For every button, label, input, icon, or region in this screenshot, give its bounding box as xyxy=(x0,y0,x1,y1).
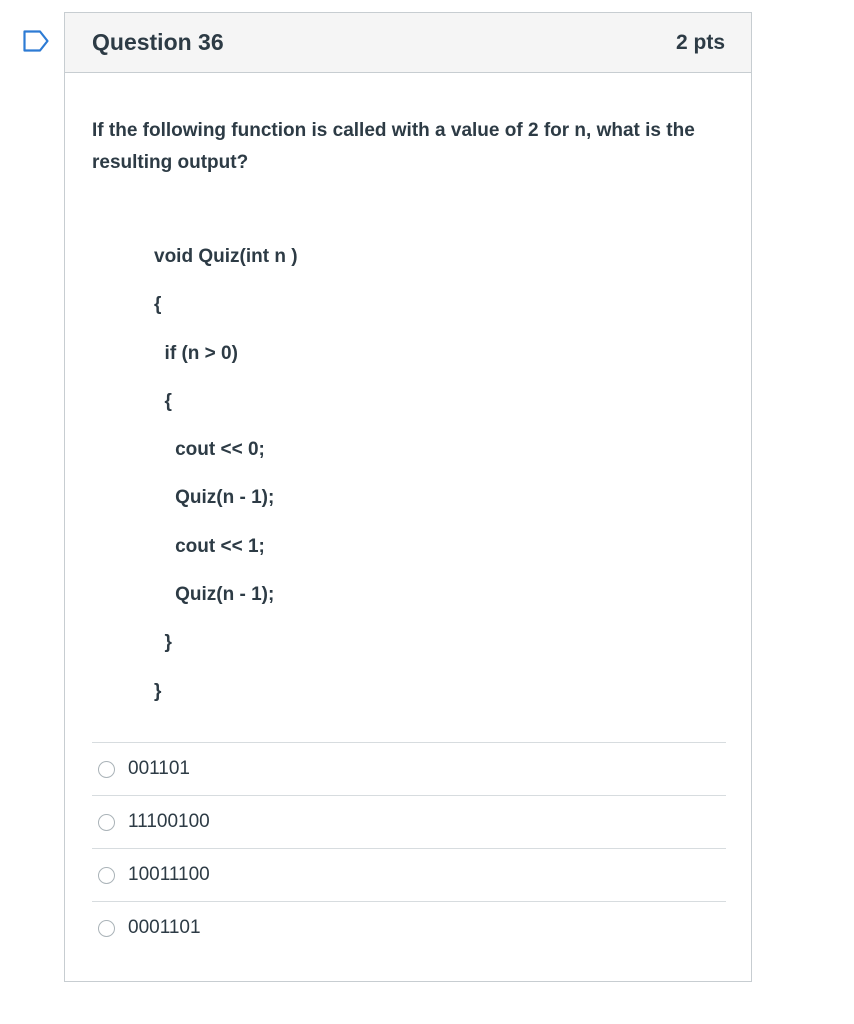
question-card xyxy=(64,12,752,982)
answer-list xyxy=(92,742,726,954)
radio-button[interactable] xyxy=(98,867,115,884)
answer-option[interactable] xyxy=(92,795,726,848)
question-title: Question 36 xyxy=(92,29,224,55)
question-text: If the following function is called with a value of 2 for n, what is the resulting output? xyxy=(92,120,695,173)
answer-option[interactable] xyxy=(92,901,726,954)
code-line: { xyxy=(154,294,162,316)
radio-button[interactable] xyxy=(98,814,115,831)
code-line: void Quiz(int n ) xyxy=(154,246,298,267)
question-header xyxy=(65,13,751,73)
answer-option[interactable] xyxy=(92,848,726,901)
answer-option[interactable] xyxy=(92,742,726,795)
question-points: 2 pts xyxy=(675,30,725,54)
code-line: Quiz(n - 1); xyxy=(154,487,275,509)
code-block xyxy=(154,241,298,724)
code-line: } xyxy=(154,632,172,654)
answer-label[interactable]: 10011100 xyxy=(128,864,210,885)
code-line: cout << 1; xyxy=(154,535,265,557)
radio-button[interactable] xyxy=(98,920,115,937)
code-line: Quiz(n - 1); xyxy=(154,584,275,606)
answer-label[interactable]: 001101 xyxy=(128,758,190,779)
answer-label[interactable]: 11100100 xyxy=(128,811,210,832)
answer-label[interactable]: 0001101 xyxy=(128,917,201,938)
code-line: cout << 0; xyxy=(154,439,265,461)
code-line: { xyxy=(154,390,172,412)
code-line: if (n > 0) xyxy=(154,342,238,364)
code-line: } xyxy=(154,680,162,702)
radio-button[interactable] xyxy=(98,761,115,778)
flag-question-icon[interactable] xyxy=(23,30,49,52)
